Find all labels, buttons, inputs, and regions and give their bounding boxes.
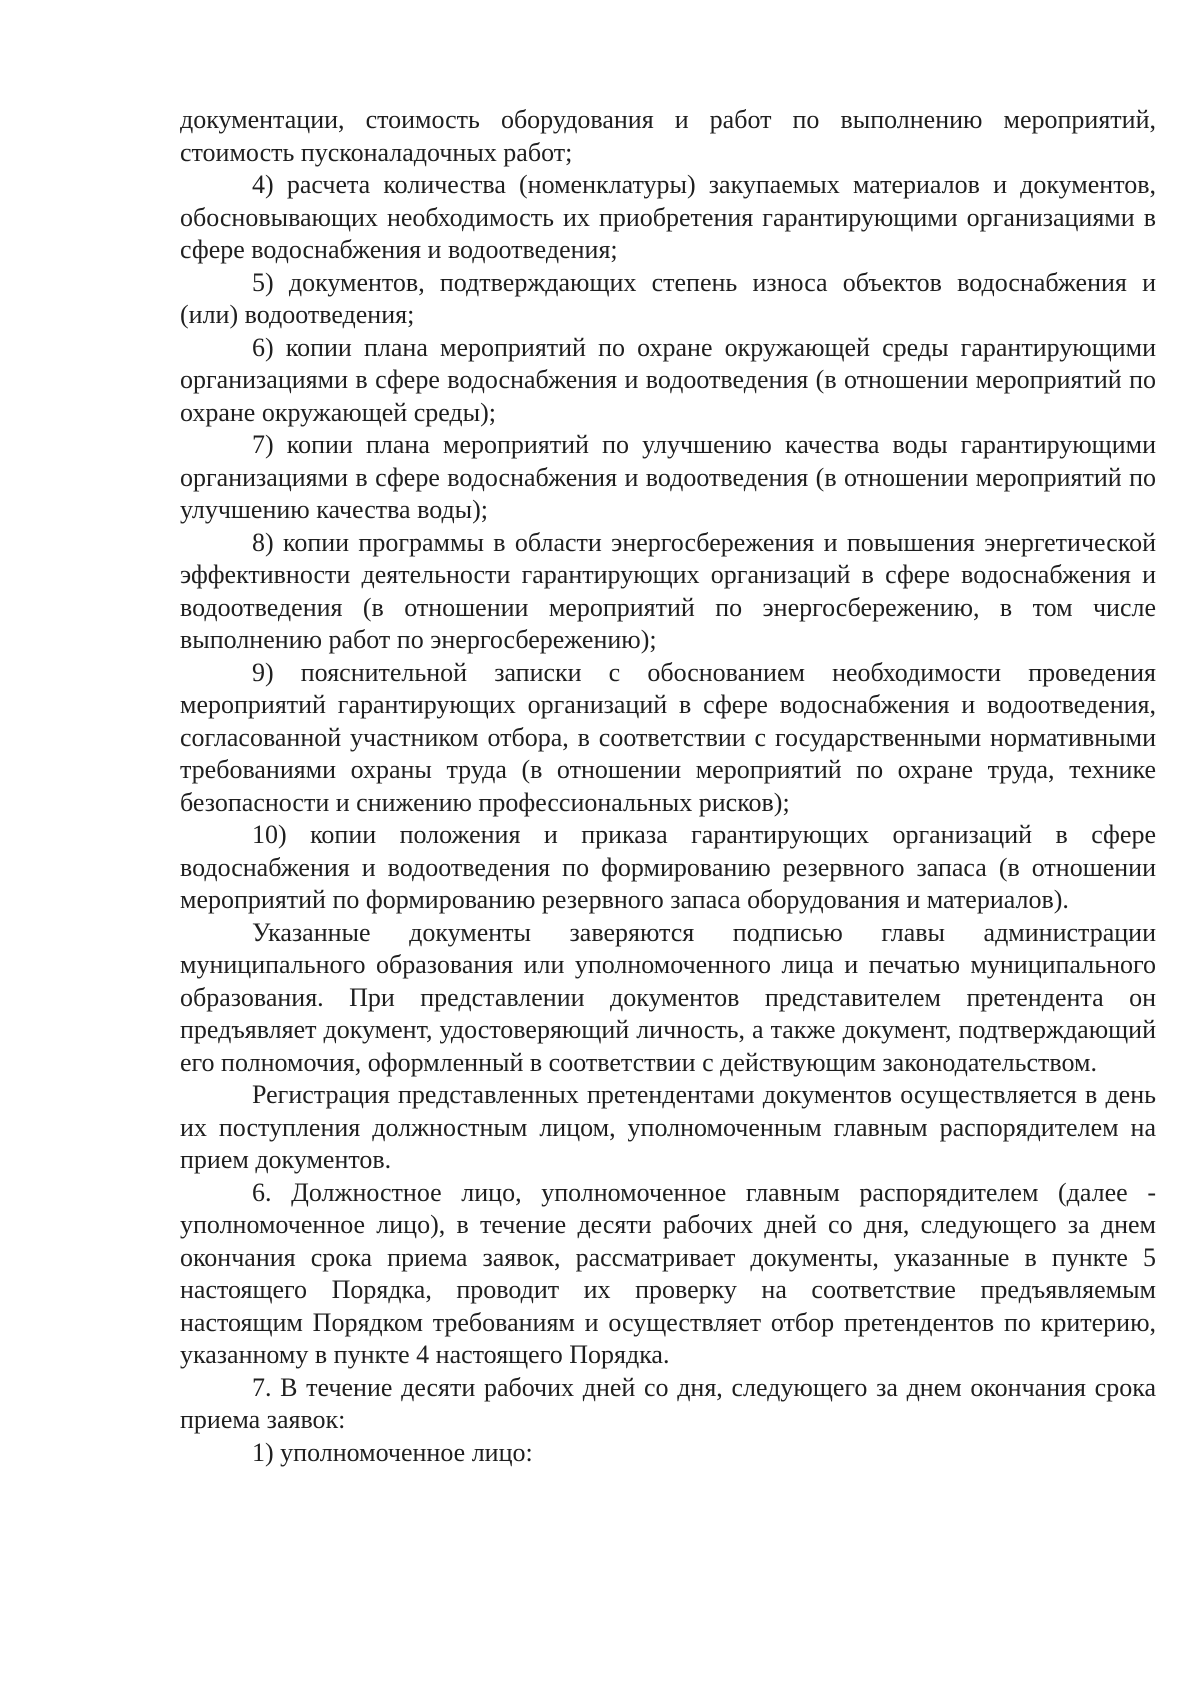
paragraph-registration: Регистрация представленных претендентами документов осуществляется в день их поступления должностным лицом, уполномоченным главным распорядителем на прием документов.	[180, 1080, 1156, 1174]
paragraph-continuation: документации, стоимость оборудования и работ по выполнению мероприятий, стоимость пусконаладочных работ;	[180, 105, 1156, 167]
paragraph-item-7: 7) копии плана мероприятий по улучшению качества воды гарантирующими организациями в сфере водоснабжения и водоотведения (в отношении мероприятий по улучшению качества воды);	[180, 430, 1156, 524]
paragraph-section-7: 7. В течение десяти рабочих дней со дня, следующего за днем окончания срока приема заявок:	[180, 1372, 1156, 1434]
paragraph-item-8: 8) копии программы в области энергосбережения и повышения энергетической эффективности деятельности гарантирующих организаций в сфере водоснабжения и водоотведения (в отношении мероприятий по энергосбережению, в том числе выполнению работ по энергосбережению);	[180, 527, 1156, 654]
paragraph-item-4: 4) расчета количества (номенклатуры) закупаемых материалов и документов, обосновывающих необходимость их приобретения гарантирующими организациями в сфере водоснабжения и водоотведения;	[180, 170, 1156, 264]
paragraph-section-6: 6. Должностное лицо, уполномоченное главным распорядителем (далее - уполномоченное лицо), в течение десяти рабочих дней со дня, следующего за днем окончания срока приема заявок, рассматривает документы, указанные в пункте 5 настоящего Порядка, проводит их проверку на соответствие предъявляемым настоящим Порядком требованиям и осуществляет отбор претендентов по критерию, указанному в пункте 4 настоящего Порядка.	[180, 1177, 1156, 1369]
document-page	[180, 104, 1156, 1664]
paragraph-item-9: 9) пояснительной записки с обоснованием необходимости проведения мероприятий гарантирующих организаций в сфере водоснабжения и водоотведения, согласованной участником отбора, в соответствии с государственными нормативными требованиями охраны труда (в отношении мероприятий по охране труда, технике безопасности и снижению профессиональных рисков);	[180, 657, 1156, 817]
paragraph-section-7-item-1: 1) уполномоченное лицо:	[252, 1437, 533, 1467]
paragraph-item-5: 5) документов, подтверждающих степень износа объектов водоснабжения и (или) водоотведения;	[180, 267, 1156, 329]
paragraph-item-10: 10) копии положения и приказа гарантирующих организаций в сфере водоснабжения и водоотведения по формированию резервного запаса (в отношении мероприятий по формированию резервного запаса оборудования и материалов).	[180, 820, 1156, 914]
paragraph-certification: Указанные документы заверяются подписью главы администрации муниципального образования или уполномоченного лица и печатью муниципального образования. При представлении документов представителем претендента он предъявляет документ, удостоверяющий личность, а также документ, подтверждающий его полномочия, оформленный в соответствии с действующим законодательством.	[180, 917, 1156, 1077]
paragraph-item-6: 6) копии плана мероприятий по охране окружающей среды гарантирующими организациями в сфере водоснабжения и водоотведения (в отношении мероприятий по охране окружающей среды);	[180, 332, 1156, 427]
